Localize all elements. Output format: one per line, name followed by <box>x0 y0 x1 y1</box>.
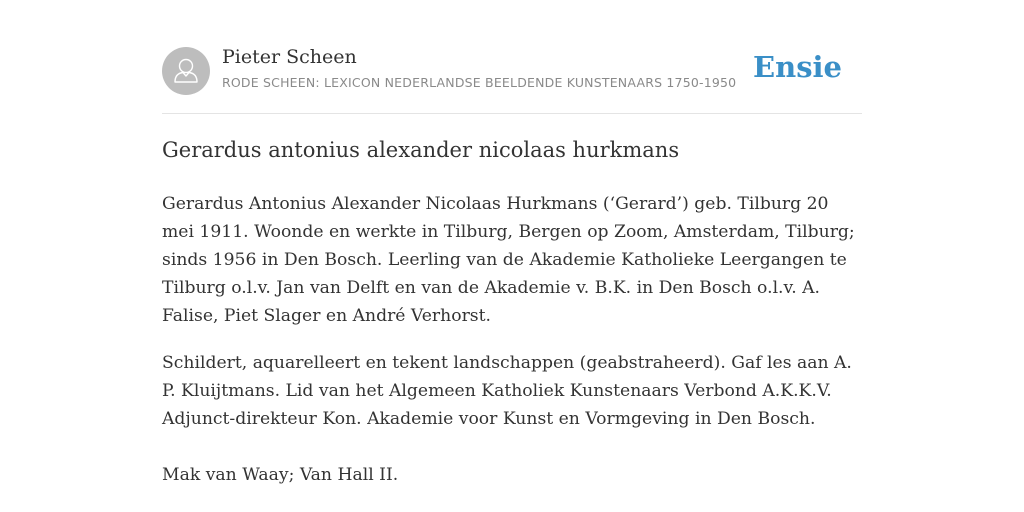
author-name[interactable]: Pieter Scheen <box>222 46 357 68</box>
article-header <box>162 44 862 114</box>
references: Mak van Waay; Van Hall II. <box>162 465 399 485</box>
paragraph: Schildert, aquarelleert en tekent landschappen (geabstraheerd). Gaf les aan A. P. Kluijtmans. Lid van het Algemeen Katholiek Kunstenaars Verbond A.K.K.V. Adjunct-direkteur Kon. Akademie voor Kunst en Vormgeving in Den Bosch. <box>162 353 852 429</box>
paragraph: Gerardus Antonius Alexander Nicolaas Hurkmans (‘Gerard’) geb. Tilburg 20 mei 1911. Woonde en werkte in Tilburg, Bergen op Zoom, Amsterdam, Tilburg; sinds 1956 in Den Bosch. Leerling van de Akademie Katholieke Leergangen te Tilburg o.l.v. Jan van Delft en van de Akademie v. B.K. in Den Bosch o.l.v. A. Falise, Piet Slager en André Verhorst. <box>162 194 855 326</box>
article-body <box>162 190 862 508</box>
ensie-logo[interactable]: Ensie <box>753 50 842 84</box>
avatar[interactable] <box>162 47 210 95</box>
source-title[interactable]: RODE SCHEEN: LEXICON NEDERLANDSE BEELDENDE KUNSTENAARS 1750-1950 <box>222 75 737 90</box>
page-title: Gerardus antonius alexander nicolaas hurkmans <box>162 138 680 162</box>
user-icon <box>162 47 210 95</box>
